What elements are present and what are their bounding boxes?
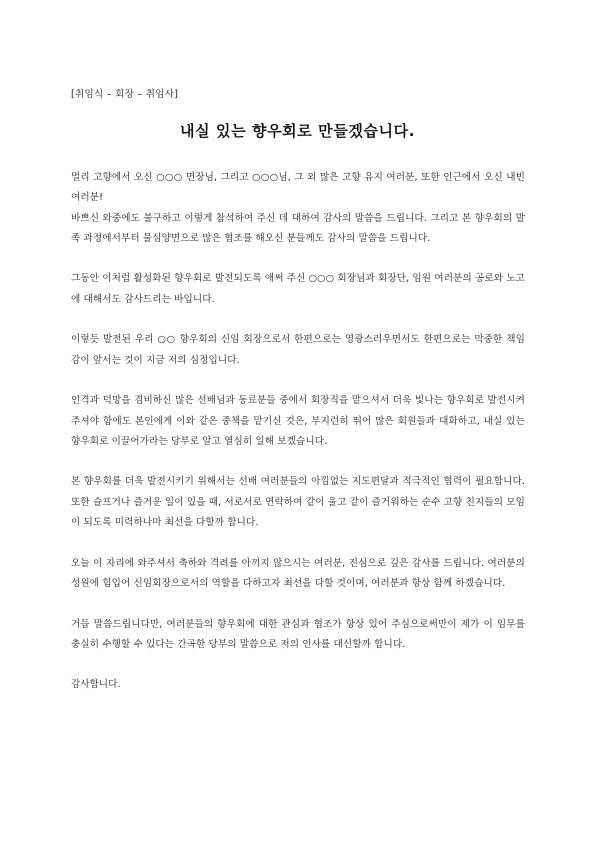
paragraph-sentiment: 이렇듯 발전된 우리 ○○ 향우회의 신임 회장으로서 한편으로는 영광스러우면서도 한편으로는 막중한 책임감이 앞서는 것이 지금 저의 심정입니다.	[71, 334, 525, 366]
paragraph-greeting: 멀리 고향에서 오신 ○○○ 면장님, 그리고 ○○○님, 그 외 많은 고향 유지 여러분, 또한 인근에서 오신 내빈 여러분!	[71, 172, 525, 204]
paragraph-commitment: 인격과 덕망을 겸비하신 많은 선배님과 동료분들 중에서 회장직을 맡으셔서 더욱 빛나는 향우회로 발전시켜 주셔야 함에도 본인에게 이와 같은 중책을 맡기신 것은, 부지런히 뛰어 많은 회원들과 대화하고, 내실 있는 향우회로 이끌어가라는 당부로 알고 열심히 일해 보겠습니다.	[71, 395, 525, 447]
document-title: 내실 있는 향우회로 만들겠습니다.	[179, 122, 416, 140]
speech-body	[71, 168, 525, 696]
paragraph-predecessor: 그동안 이처럼 활성화된 향우회로 발전되도록 애써 주신 ○○○ 회장님과 회장단, 임원 여러분의 공로와 노고에 대해서도 감사드리는 바입니다.	[71, 273, 525, 305]
paragraph-cooperation: 본 향우회를 더욱 발전시키기 위해서는 선배 여러분들의 아낌없는 지도편달과 적극적인 협력이 필요합니다. 또한 슬프거나 즐거운 일이 있을 때, 서로서로 연락하여 같이 울고 같이 즐거워하는 순수 고향 친지들의 모임이 되도록 미력하나마 최선을 다할까 합니다.	[71, 476, 525, 529]
paragraph-gratitude: 오늘 이 자리에 와주셔서 축하와 격려를 아끼지 않으시는 여러분, 진심으로 깊은 감사를 드립니다. 여러분의 성원에 힘입어 신임회장으로서의 역할을 다하고자 최선을 다할 것이며, 여러분과 항상 함께 하겠습니다.	[71, 557, 525, 589]
closing-line: 감사합니다.	[71, 679, 121, 691]
document-category-tag: [취임식 – 회장 – 취임사]	[71, 89, 179, 100]
paragraph-thanks: 바쁘신 와중에도 불구하고 이렇게 참석하여 주신 데 대하여 감사의 말씀을 드립니다. 그리고 본 향우회의 발족 과정에서부터 물심양면으로 많은 협조를 해오신 분들께도 감사의 말씀을 드립니다.	[71, 212, 525, 244]
paragraph-closing-request: 거듭 말씀드립니다만, 여러분들의 향우회에 대한 관심과 협조가 항상 있어 주심으로써만이 제가 이 임무를 충실히 수행할 수 있다는 간곡한 당부의 말씀으로 저의 인사를 대신할까 합니다.	[71, 618, 525, 650]
